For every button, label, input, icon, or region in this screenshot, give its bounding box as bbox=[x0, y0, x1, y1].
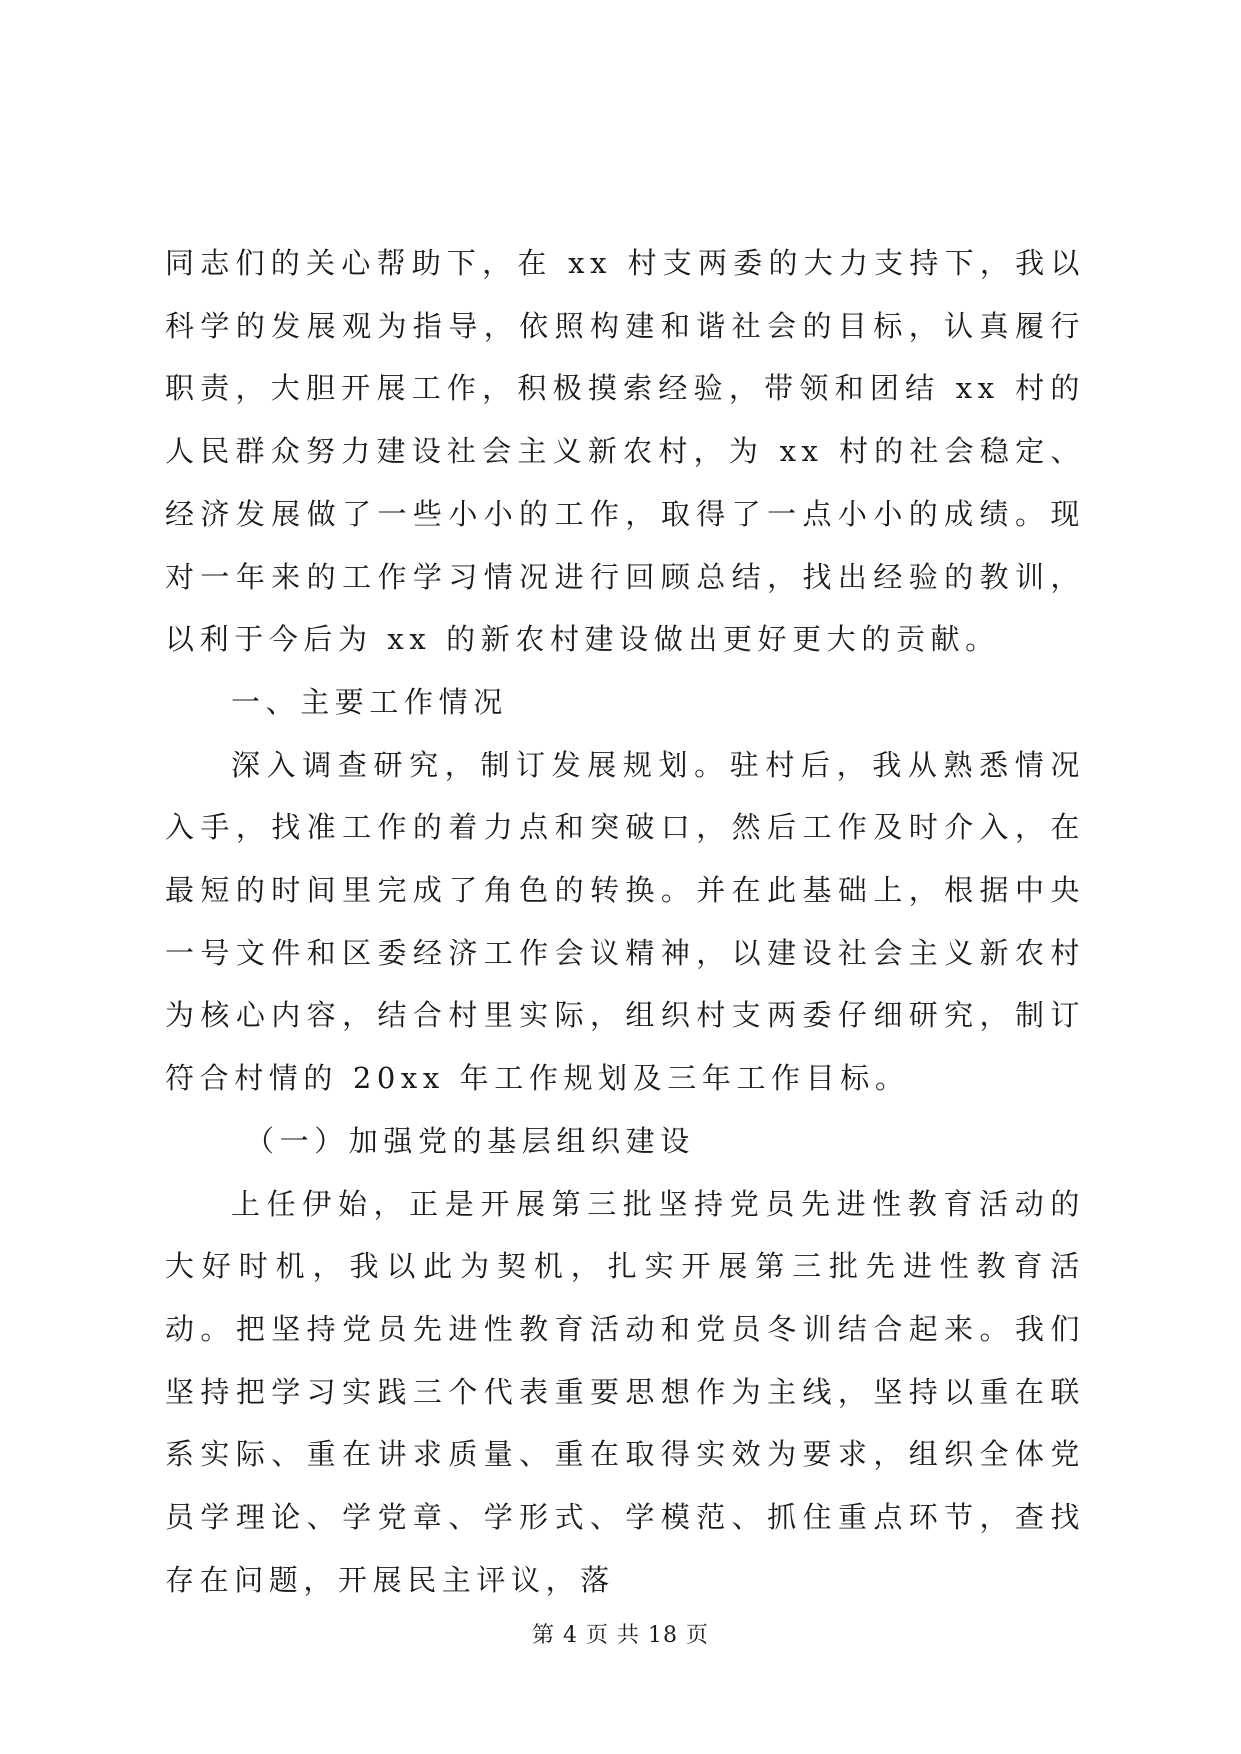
paragraph-body: 上任伊始，正是开展第三批坚持党员先进性教育活动的大好时机，我以此为契机，扎实开展第三批先进性教育活动。把坚持党员先进性教育活动和党员冬训结合起来。我们坚持把学习实践三个代表重要思想作为主线，坚持以重在联系实际、重在讲求质量、重在取得实效为要求，组织全体党员学理论、学党章、学形式、学模范、抓住重点环节，查找存在问题，开展民主评议，落 bbox=[165, 1186, 1085, 1597]
paragraph-body: 深入调查研究，制订发展规划。驻村后，我从熟悉情况入手，找准工作的着力点和突破口，然后工作及时介入，在最短的时间里完成了角色的转换。并在此基础上，根据中央一号文件和区委经济工作会议精神，以建设社会主义新农村为核心内容，结合村里实际，组织村支两委仔细研究，制订符合村情的 20xx 年工作规划及三年工作目标。 bbox=[165, 747, 1085, 1096]
section-heading: 一、主要工作情况 bbox=[231, 684, 508, 719]
page-number-footer: 第 4 页 共 18 页 bbox=[532, 1623, 709, 1648]
subsection-heading: （一）加强党的基层组织建设 bbox=[245, 1123, 695, 1158]
paragraph-continuation: 同志们的关心帮助下，在 xx 村支两委的大力支持下，我以科学的发展观为指导，依照构建和谐社会的目标，认真履行职责，大胆开展工作，积极摸索经验，带领和团结 xx 村的人民群众努力建设社会主义新农村，为 xx 村的社会稳定、经济发展做了一些小小的工作，取得了一点小小的成绩。现对一年来的工作学习情况进行回顾总结，找出经验的教训，以利于今后为 xx 的新农村建设做出更好更大的贡献。 bbox=[165, 246, 1085, 657]
document-body bbox=[165, 232, 1085, 1611]
